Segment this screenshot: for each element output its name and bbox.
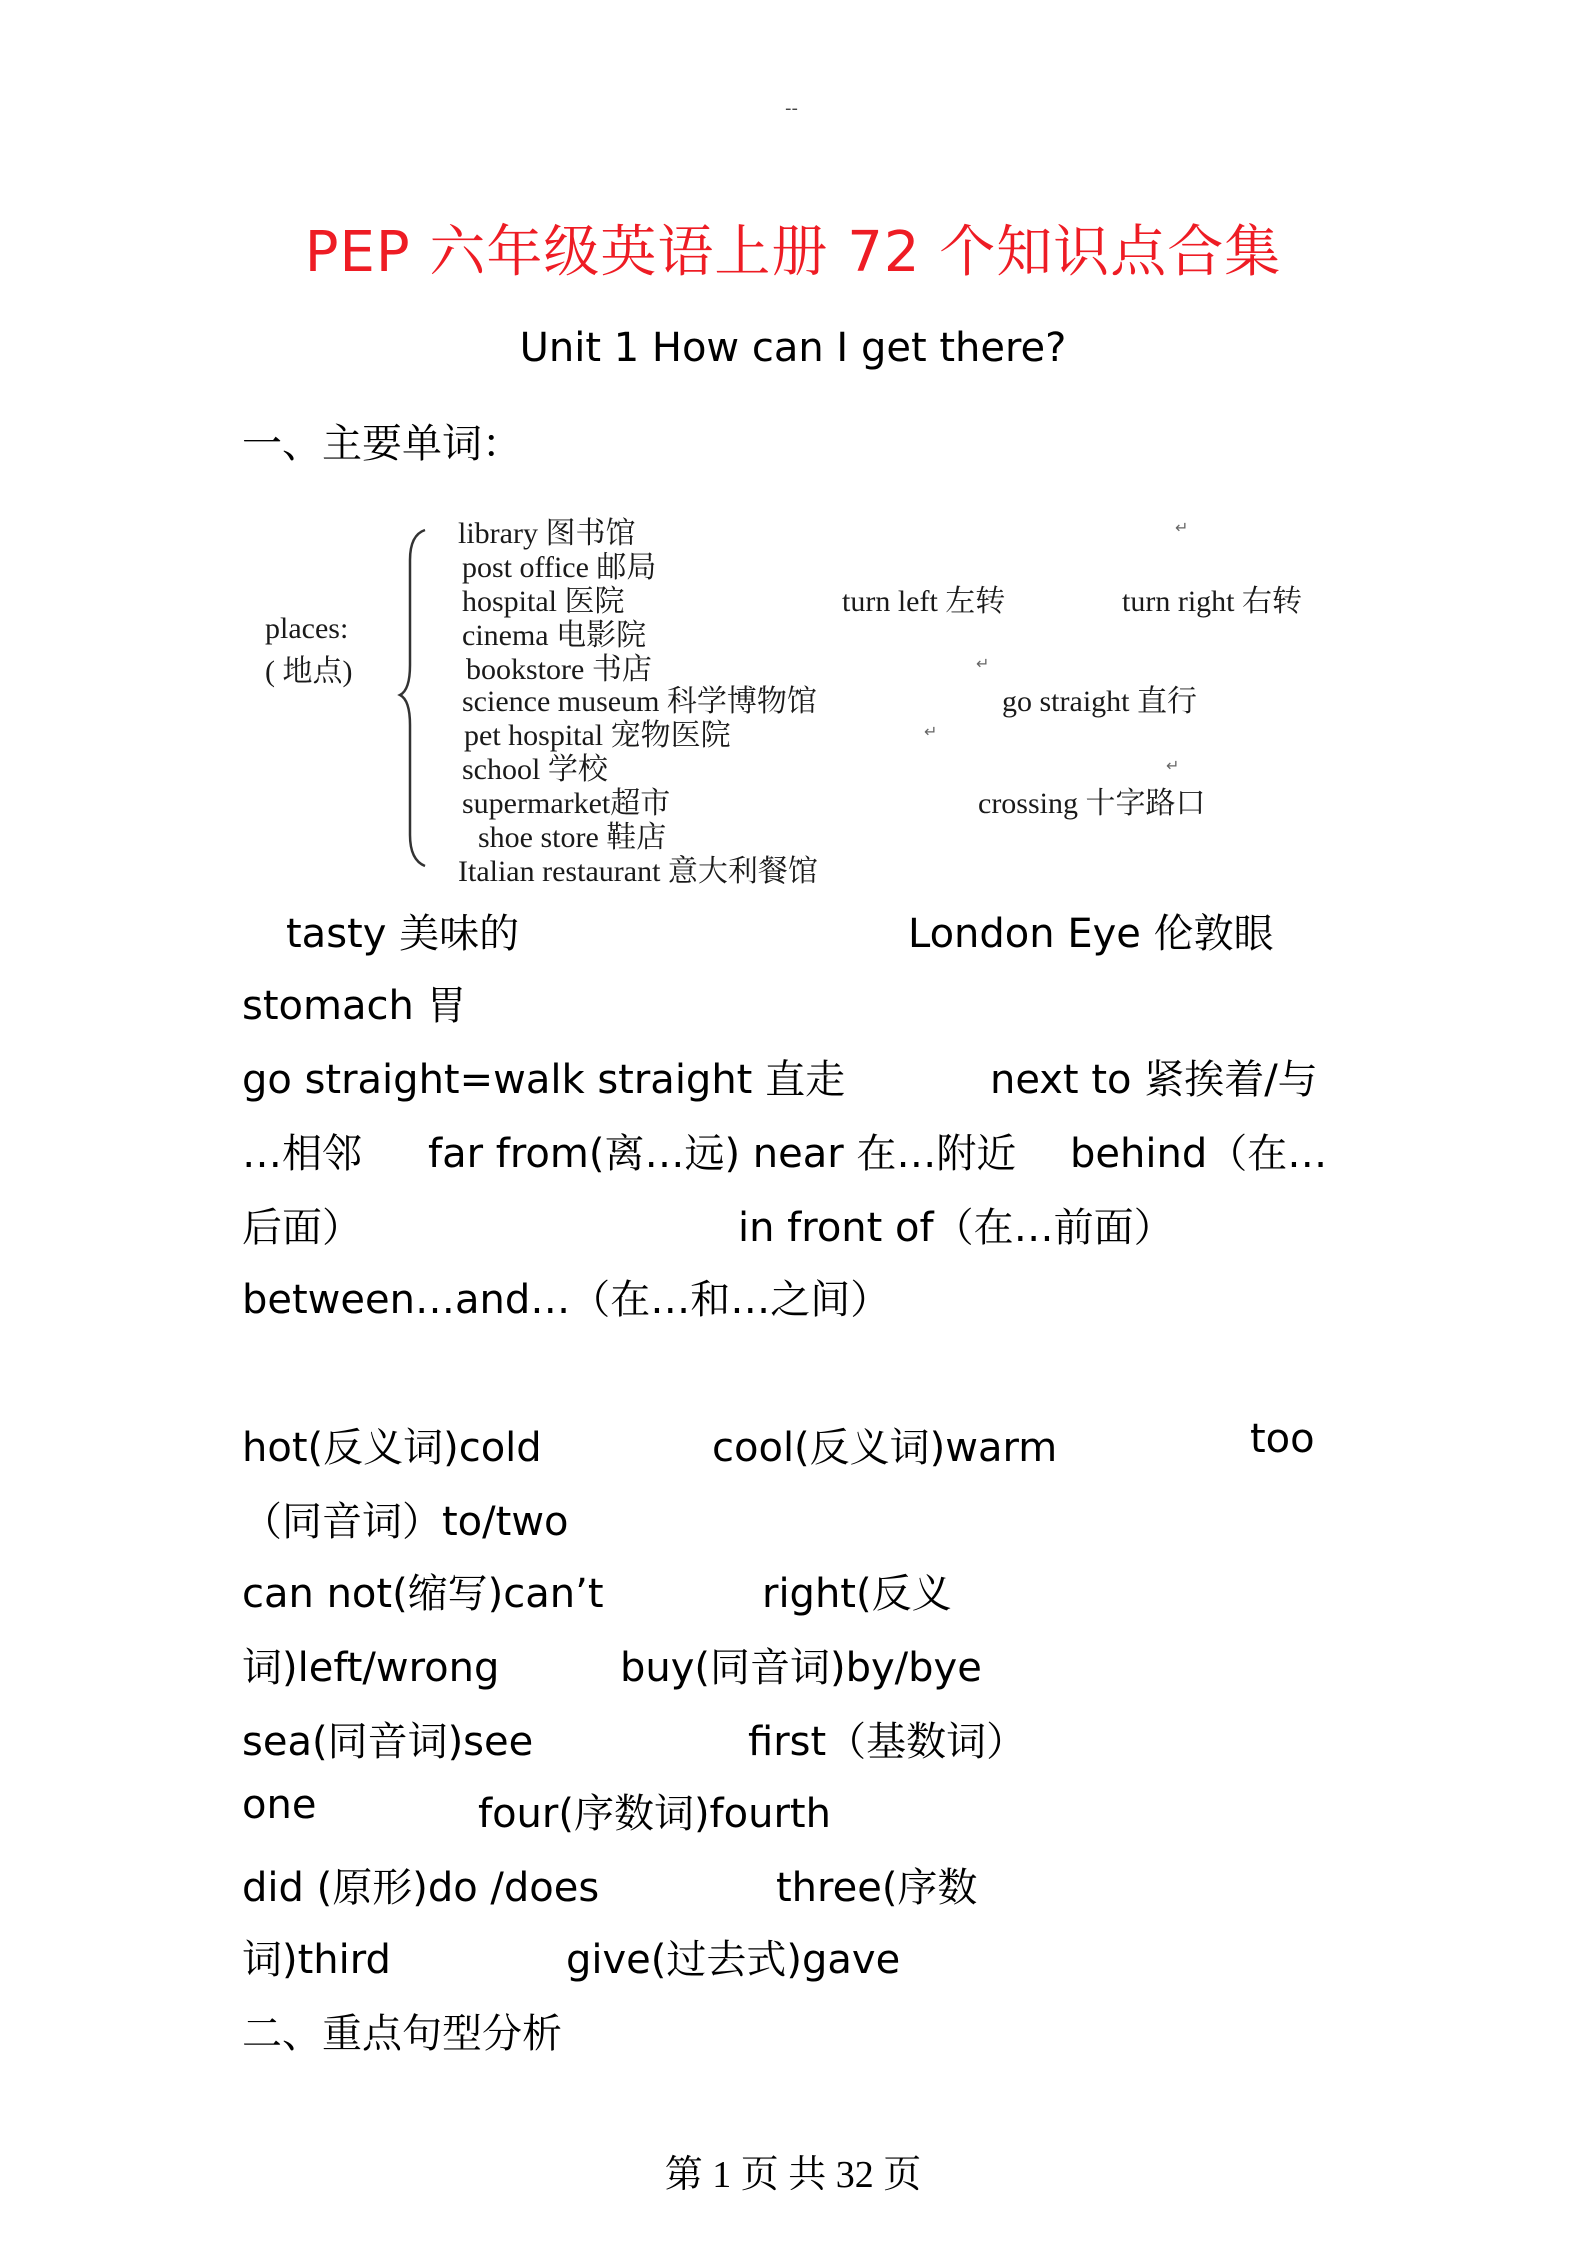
vocab-text: …相邻	[242, 1131, 362, 1177]
direction-turn-right: turn right 右转	[1122, 585, 1302, 618]
vocab-text: right(反义	[762, 1571, 952, 1617]
vocab-text: 词)left/wrong	[242, 1645, 500, 1691]
vocab-text: far from(离…远) near 在…附近	[428, 1131, 1017, 1177]
header-mark: --	[785, 98, 798, 119]
place-item: science museum 科学博物馆	[462, 685, 817, 718]
page-footer: 第 1 页 共 32 页	[664, 2154, 922, 2196]
vocab-text: behind（在…	[1070, 1131, 1328, 1177]
category-label: places:	[265, 612, 349, 645]
section-main-vocabulary: 一、主要单词：	[242, 421, 522, 467]
vocab-text: too	[1250, 1416, 1315, 1462]
vocab-text: cool(反义词)warm	[712, 1425, 1058, 1471]
vocab-text: in front of（在…前面）	[738, 1205, 1174, 1251]
place-item: hospital 医院	[462, 585, 625, 618]
vocab-text: 后面）	[242, 1205, 362, 1251]
vocab-text: hot(反义词)cold	[242, 1425, 542, 1471]
return-mark: ↵	[976, 654, 990, 673]
vocab-text: sea(同音词)see	[242, 1719, 534, 1765]
vocab-text: one	[242, 1782, 317, 1828]
place-item: cinema 电影院	[462, 619, 647, 652]
vocab-text: three(序数	[776, 1865, 978, 1911]
direction-turn-left: turn left 左转	[842, 585, 1006, 618]
return-mark: ↵	[1175, 518, 1189, 537]
place-item: shoe store 鞋店	[478, 821, 667, 854]
return-mark: ↵	[924, 722, 938, 741]
vocab-text: give(过去式)gave	[566, 1937, 901, 1983]
vocab-text: next to 紧挨着/与	[990, 1057, 1318, 1103]
vocab-text: did (原形)do /does	[242, 1865, 600, 1911]
vocab-text: （同音词）to/two	[242, 1499, 569, 1545]
place-item: post office 邮局	[462, 551, 657, 584]
direction-go-straight: go straight 直行	[1002, 685, 1197, 718]
place-item: pet hospital 宠物医院	[464, 719, 731, 752]
place-item: supermarket超市	[462, 787, 671, 820]
vocab-text: London Eye 伦敦眼	[908, 911, 1274, 957]
direction-crossing: crossing 十字路口	[978, 787, 1206, 820]
page-title: PEP 六年级英语上册 72 个知识点合集	[304, 220, 1282, 285]
vocab-text: first（基数词）	[748, 1719, 1027, 1765]
place-item: library 图书馆	[458, 517, 636, 550]
vocab-text: stomach 胃	[242, 983, 467, 1029]
vocab-text: 词)third	[242, 1937, 391, 1983]
vocab-text: go straight=walk straight 直走	[242, 1057, 846, 1103]
unit-title: Unit 1 How can I get there?	[519, 325, 1067, 371]
return-mark: ↵	[1166, 756, 1180, 775]
place-item: school 学校	[462, 753, 608, 786]
vocab-text: buy(同音词)by/bye	[620, 1645, 982, 1691]
section-key-sentences: 二、重点句型分析	[242, 2011, 562, 2057]
vocab-text: tasty 美味的	[286, 911, 520, 957]
category-label-cn: ( 地点)	[265, 655, 353, 688]
vocab-text: can not(缩写)can’t	[242, 1571, 604, 1617]
place-item: Italian restaurant 意大利餐馆	[458, 855, 818, 888]
vocab-text: between…and…（在…和…之间）	[242, 1277, 891, 1323]
place-item: bookstore 书店	[466, 653, 652, 686]
vocab-text: four(序数词)fourth	[478, 1791, 831, 1837]
